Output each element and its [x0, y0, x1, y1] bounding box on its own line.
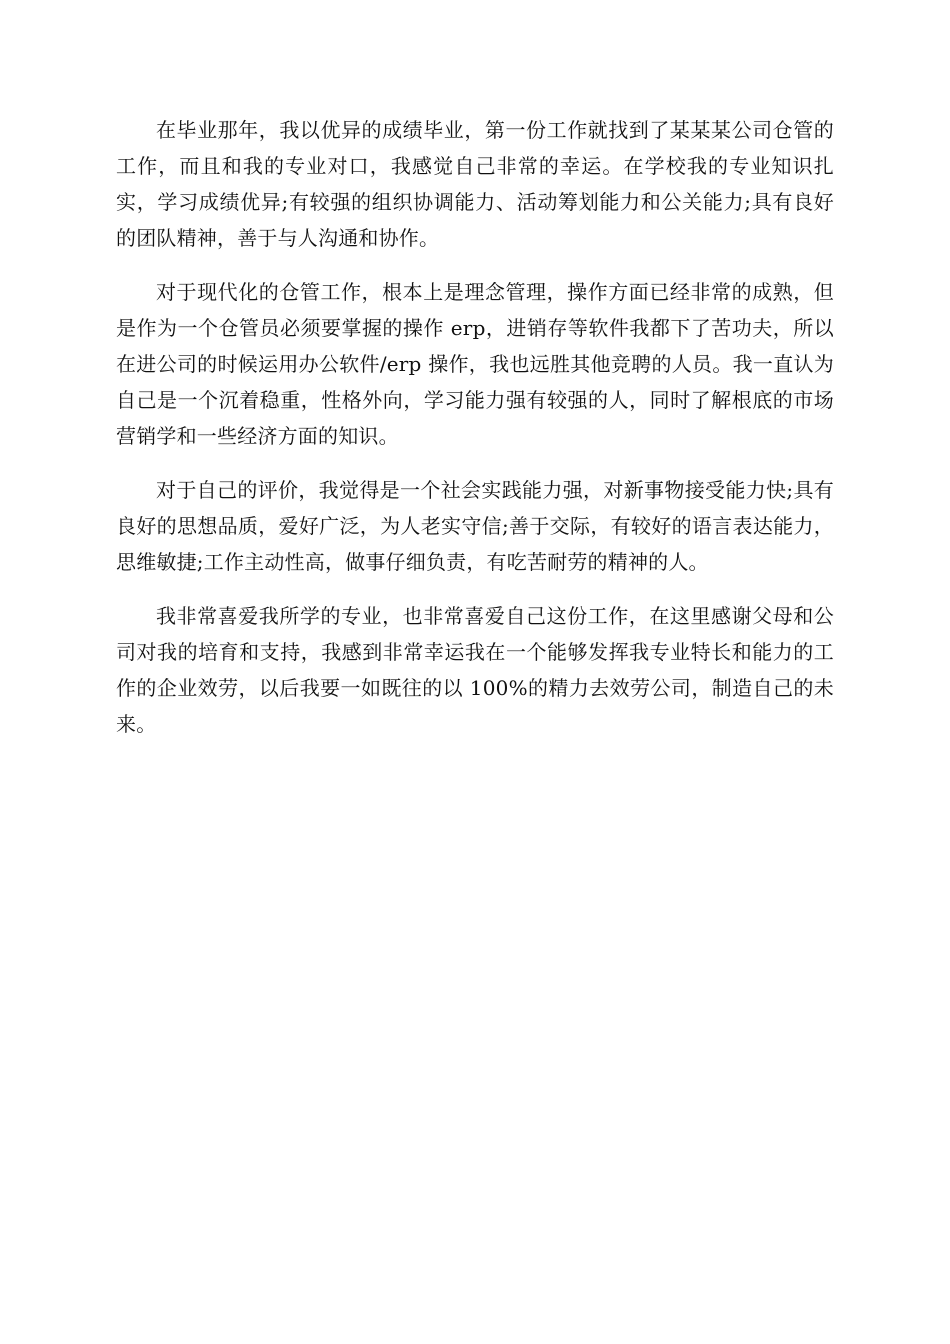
paragraph-2: 对于现代化的仓管工作，根本上是理念管理，操作方面已经非常的成熟，但是作为一个仓管员必须要掌握的操作 erp，进销存等软件我都下了苦功夫，所以在进公司的时候运用办公软件/erp 操作，我也远胜其他竞聘的人员。我一直认为自己是一个沉着稳重，性格外向，学习能力强有较强的人，同时了解根底的市场营销学和一些经济方面的知识。 — [116, 280, 834, 448]
paragraph-1: 在毕业那年，我以优异的成绩毕业，第一份工作就找到了某某某公司仓管的工作，而且和我的专业对口，我感觉自己非常的幸运。在学校我的专业知识扎实，学习成绩优异;有较强的组织协调能力、活动筹划能力和公关能力;具有良好的团队精神，善于与人沟通和协作。 — [116, 118, 834, 250]
document-body — [116, 112, 834, 760]
paragraph-3: 对于自己的评价，我觉得是一个社会实践能力强，对新事物接受能力快;具有良好的思想品质，爱好广泛，为人老实守信;善于交际，有较好的语言表达能力，思维敏捷;工作主动性高，做事仔细负责，有吃苦耐劳的精神的人。 — [116, 478, 834, 574]
paragraph-4: 我非常喜爱我所学的专业，也非常喜爱自己这份工作，在这里感谢父母和公司对我的培育和支持，我感到非常幸运我在一个能够发挥我专业特长和能力的工作的企业效劳，以后我要一如既往的以 100%的精力去效劳公司，制造自己的未来。 — [116, 604, 834, 736]
